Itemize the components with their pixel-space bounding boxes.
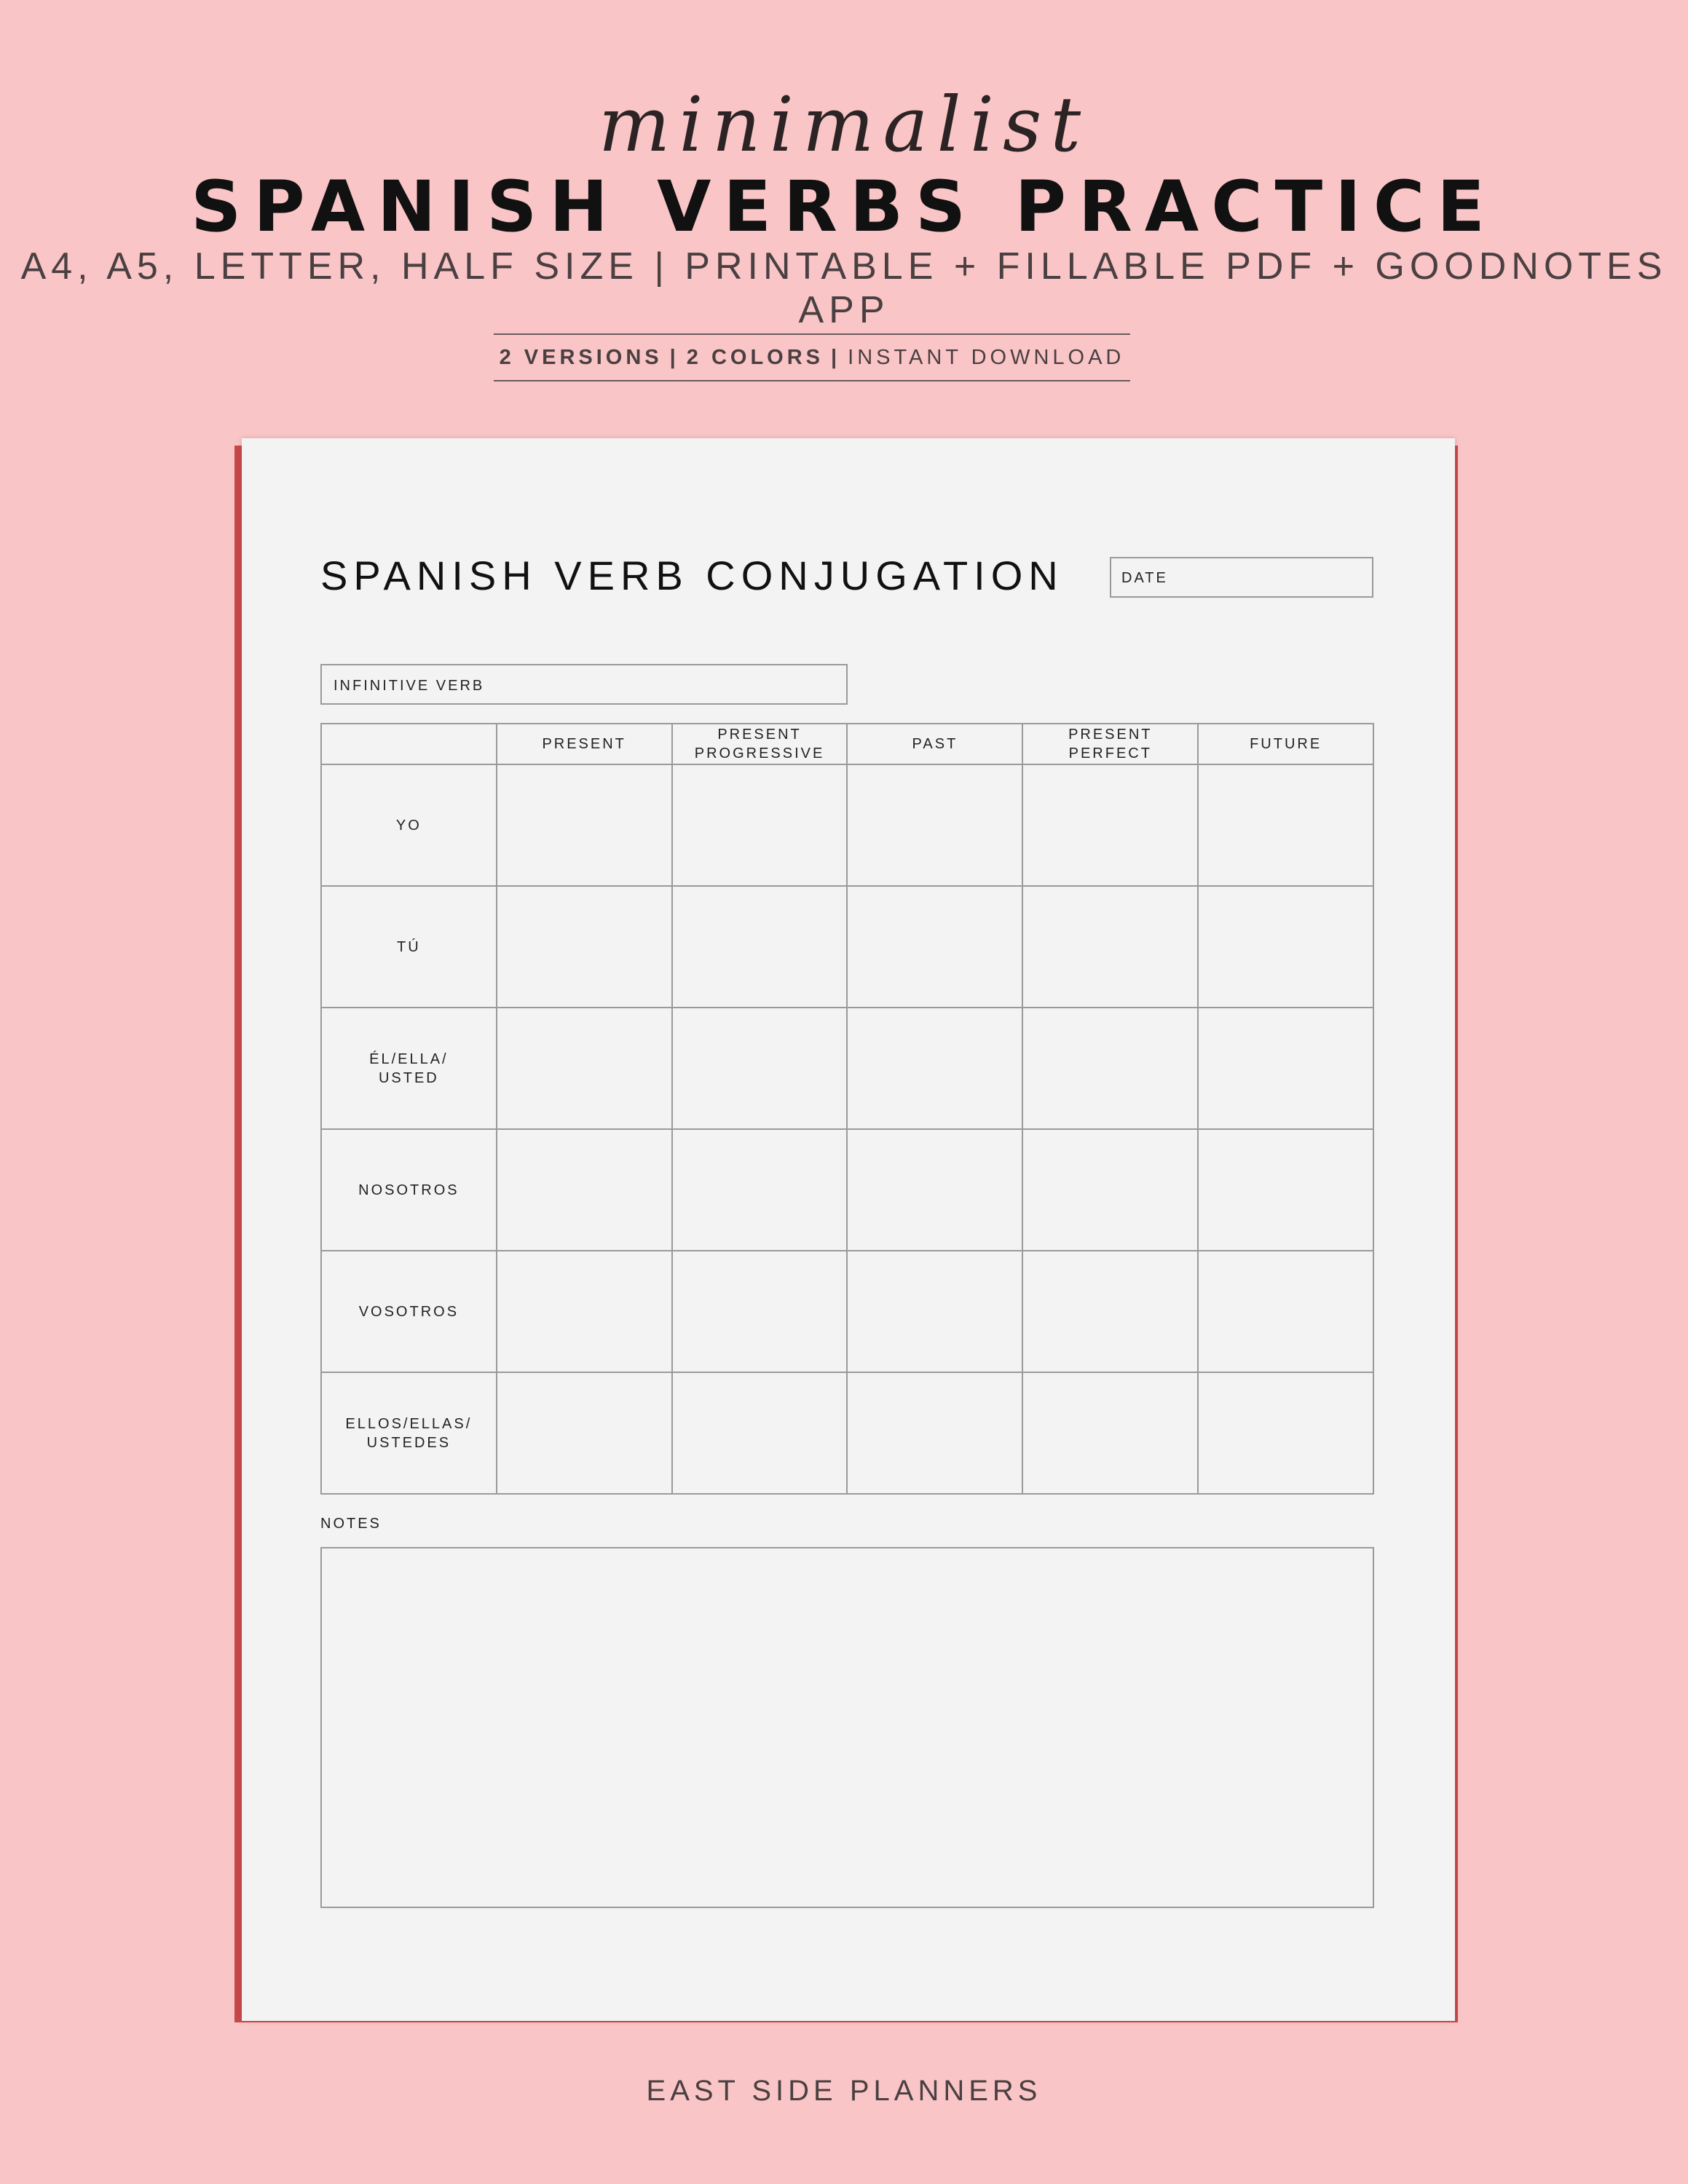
answer-cell[interactable]	[1022, 1129, 1198, 1251]
answer-cell[interactable]	[497, 886, 672, 1008]
row-label: ÉL/ELLA/ USTED	[321, 1008, 497, 1129]
answer-cell[interactable]	[672, 886, 848, 1008]
answer-cell[interactable]	[847, 1251, 1022, 1372]
answer-cell[interactable]	[1022, 886, 1198, 1008]
answer-cell[interactable]	[497, 1372, 672, 1494]
answer-cell[interactable]	[1198, 1251, 1373, 1372]
header-corner-cell	[321, 724, 497, 764]
answer-cell[interactable]	[1022, 764, 1198, 886]
tagline-colors: 2 COLORS	[686, 346, 824, 369]
row-label: YO	[321, 764, 497, 886]
table-row	[321, 1372, 1373, 1494]
row-label: TÚ	[321, 886, 497, 1008]
table-row	[321, 1008, 1373, 1129]
infinitive-verb-field[interactable]	[320, 664, 848, 705]
answer-cell[interactable]	[1198, 1372, 1373, 1494]
answer-cell[interactable]	[497, 1251, 672, 1372]
answer-cell[interactable]	[847, 886, 1022, 1008]
answer-cell[interactable]	[1198, 1008, 1373, 1129]
column-header: PRESENT PROGRESSIVE	[672, 724, 848, 764]
row-label: ELLOS/ELLAS/ USTEDES	[321, 1372, 497, 1494]
answer-cell[interactable]	[497, 764, 672, 886]
tagline-download: INSTANT DOWNLOAD	[848, 346, 1125, 369]
notes-label: NOTES	[320, 1516, 382, 1532]
tagline-separator: |	[669, 346, 679, 369]
table-row	[321, 764, 1373, 886]
answer-cell[interactable]	[847, 1129, 1022, 1251]
answer-cell[interactable]	[847, 1372, 1022, 1494]
column-header: PAST	[847, 724, 1022, 764]
table-header-row	[321, 724, 1373, 764]
answer-cell[interactable]	[847, 764, 1022, 886]
table-row	[321, 1251, 1373, 1372]
column-header: PRESENT	[497, 724, 672, 764]
answer-cell[interactable]	[672, 764, 848, 886]
date-label: DATE	[1121, 570, 1168, 586]
answer-cell[interactable]	[1022, 1372, 1198, 1494]
main-title: SPANISH VERBS PRACTICE	[191, 166, 1497, 248]
column-header: FUTURE	[1198, 724, 1373, 764]
tagline-separator: |	[831, 346, 841, 369]
date-field[interactable]	[1110, 557, 1373, 598]
table-row	[321, 886, 1373, 1008]
answer-cell[interactable]	[1022, 1008, 1198, 1129]
answer-cell[interactable]	[847, 1008, 1022, 1129]
answer-cell[interactable]	[497, 1008, 672, 1129]
row-label: VOSOTROS	[321, 1251, 497, 1372]
table-row	[321, 1129, 1373, 1251]
brand-name: EAST SIDE PLANNERS	[646, 2075, 1042, 2107]
formats-line: A4, A5, LETTER, HALF SIZE | PRINTABLE + FILLABLE PDF + GOODNOTES APP	[20, 245, 1668, 331]
notes-field[interactable]	[320, 1547, 1374, 1908]
script-title: minimalist	[598, 80, 1090, 169]
conjugation-table	[320, 723, 1374, 1495]
answer-cell[interactable]	[672, 1251, 848, 1372]
answer-cell[interactable]	[497, 1129, 672, 1251]
worksheet-title: SPANISH VERB CONJUGATION	[320, 553, 1064, 598]
answer-cell[interactable]	[1198, 764, 1373, 886]
tagline-banner	[494, 333, 1130, 381]
answer-cell[interactable]	[672, 1129, 848, 1251]
infinitive-verb-label: INFINITIVE VERB	[334, 678, 485, 694]
tagline-versions: 2 VERSIONS	[499, 346, 663, 369]
answer-cell[interactable]	[1198, 1129, 1373, 1251]
answer-cell[interactable]	[1198, 886, 1373, 1008]
answer-cell[interactable]	[672, 1008, 848, 1129]
answer-cell[interactable]	[672, 1372, 848, 1494]
column-header: PRESENT PERFECT	[1022, 724, 1198, 764]
answer-cell[interactable]	[1022, 1251, 1198, 1372]
row-label: NOSOTROS	[321, 1129, 497, 1251]
